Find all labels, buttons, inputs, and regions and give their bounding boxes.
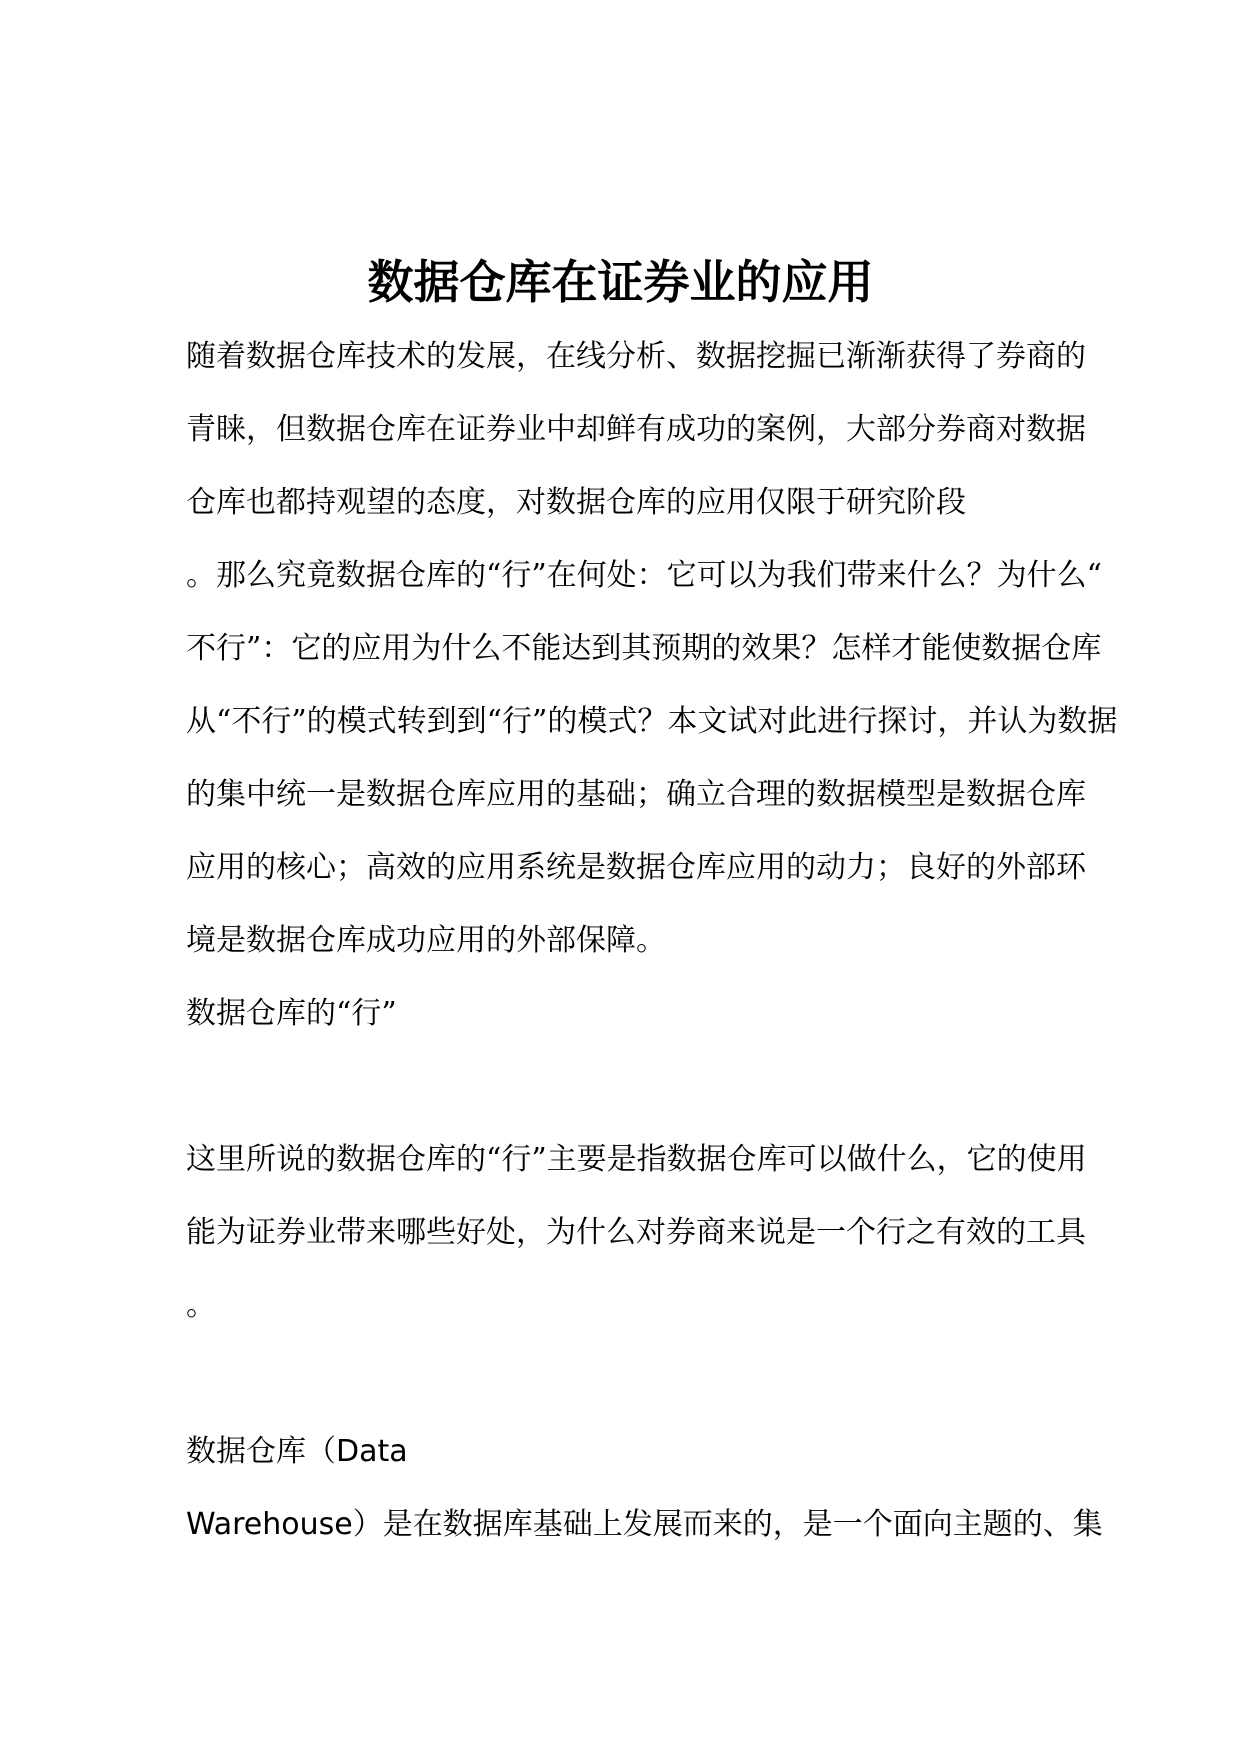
section-line-2: 能为证券业带来哪些好处，为什么对券商来说是一个行之有效的工具	[186, 1215, 1086, 1250]
definition-line-2	[186, 1505, 1103, 1545]
section-line-1: 这里所说的数据仓库的“行”主要是指数据仓库可以做什么，它的使用	[186, 1142, 1087, 1177]
intro-line-3: 仓库也都持观望的态度，对数据仓库的应用仅限于研究阶段	[186, 485, 966, 520]
definition-line-2-cjk: ）是在数据库基础上发展而来的，是一个面向主题的、集	[352, 1507, 1103, 1542]
definition-line-2-latin: Warehouse	[186, 1507, 353, 1542]
intro-line-8: 应用的核心；高效的应用系统是数据仓库应用的动力；良好的外部环	[186, 850, 1086, 885]
document-title: 数据仓库在证券业的应用	[367, 255, 874, 309]
intro-line-9: 境是数据仓库成功应用的外部保障。	[186, 923, 666, 958]
intro-line-6: 从“不行”的模式转到到“行”的模式？本文试对此进行探讨，并认为数据	[186, 704, 1118, 739]
intro-line-5: 不行”：它的应用为什么不能达到其预期的效果？怎样才能使数据仓库	[186, 631, 1102, 666]
intro-line-2: 青睐，但数据仓库在证券业中却鲜有成功的案例，大部分券商对数据	[186, 412, 1086, 447]
section-heading: 数据仓库的“行”	[186, 996, 397, 1031]
intro-line-1: 随着数据仓库技术的发展，在线分析、数据挖掘已渐渐获得了券商的	[186, 339, 1086, 374]
definition-line-1	[186, 1432, 408, 1472]
intro-line-4: 。那么究竟数据仓库的“行”在何处：它可以为我们带来什么？为什么“	[186, 558, 1103, 593]
section-line-3: 。	[186, 1288, 216, 1323]
definition-line-1-cjk: 数据仓库（	[186, 1434, 336, 1469]
intro-line-7: 的集中统一是数据仓库应用的基础；确立合理的数据模型是数据仓库	[186, 777, 1086, 812]
definition-line-1-latin: Data	[336, 1434, 408, 1469]
